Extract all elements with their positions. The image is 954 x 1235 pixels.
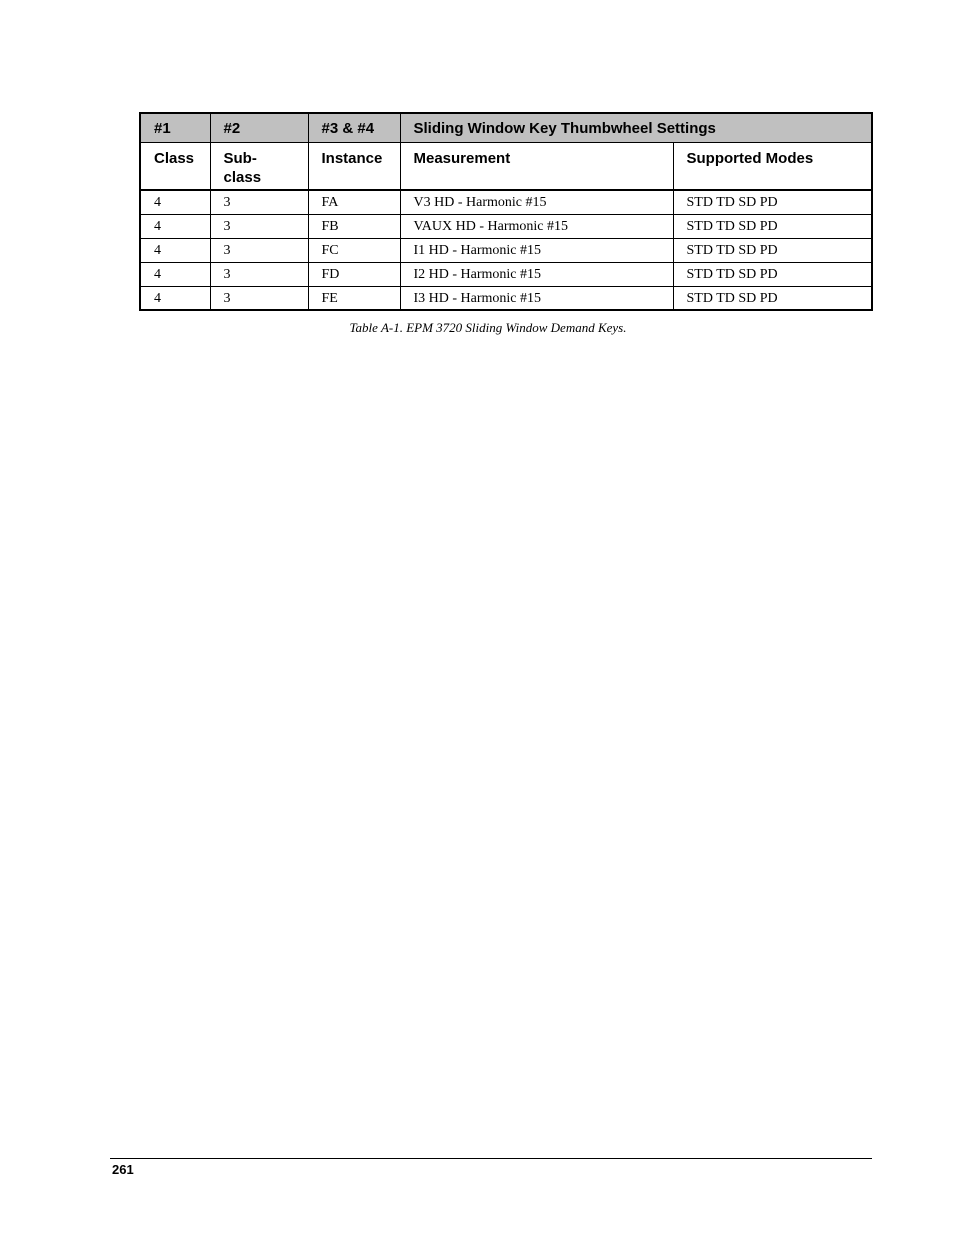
table-caption: Table A-1. EPM 3720 Sliding Window Demand Keys. (349, 320, 627, 335)
cell-subclass: 3 (210, 190, 308, 214)
cell-subclass: 3 (210, 238, 308, 262)
cell-supported-modes: STD TD SD PD (673, 214, 872, 238)
cell-supported-modes: STD TD SD PD (673, 190, 872, 214)
header-supported-modes: Supported Modes (673, 142, 872, 190)
page-number: 261 (112, 1162, 134, 1177)
cell-class: 4 (140, 190, 210, 214)
table-header-top-row (140, 113, 872, 142)
header-class: Class (140, 142, 210, 190)
cell-class: 4 (140, 286, 210, 310)
cell-instance: FB (308, 214, 400, 238)
cell-supported-modes: STD TD SD PD (673, 262, 872, 286)
header-measurement: Measurement (400, 142, 673, 190)
table-row (140, 238, 872, 262)
cell-subclass: 3 (210, 214, 308, 238)
table-row (140, 286, 872, 310)
cell-supported-modes: STD TD SD PD (673, 238, 872, 262)
header-cell-3-4: #3 & #4 (308, 113, 400, 142)
table-header-sub-row (140, 142, 872, 190)
table-row (140, 214, 872, 238)
header-thumbwheel-settings: Sliding Window Key Thumbwheel Settings (400, 113, 872, 142)
cell-measurement: I2 HD - Harmonic #15 (400, 262, 673, 286)
header-cell-2: #2 (210, 113, 308, 142)
cell-measurement: V3 HD - Harmonic #15 (400, 190, 673, 214)
cell-instance: FC (308, 238, 400, 262)
cell-subclass: 3 (210, 262, 308, 286)
cell-measurement: VAUX HD - Harmonic #15 (400, 214, 673, 238)
table-row (140, 262, 872, 286)
table-row (140, 190, 872, 214)
header-cell-1: #1 (140, 113, 210, 142)
cell-supported-modes: STD TD SD PD (673, 286, 872, 310)
cell-subclass: 3 (210, 286, 308, 310)
footer-rule (110, 1158, 872, 1159)
header-instance: Instance (308, 142, 400, 190)
cell-class: 4 (140, 262, 210, 286)
demand-keys-table (139, 112, 873, 311)
header-subclass: Sub- class (210, 142, 308, 190)
cell-measurement: I3 HD - Harmonic #15 (400, 286, 673, 310)
cell-instance: FA (308, 190, 400, 214)
cell-class: 4 (140, 238, 210, 262)
cell-measurement: I1 HD - Harmonic #15 (400, 238, 673, 262)
cell-instance: FD (308, 262, 400, 286)
cell-instance: FE (308, 286, 400, 310)
cell-class: 4 (140, 214, 210, 238)
